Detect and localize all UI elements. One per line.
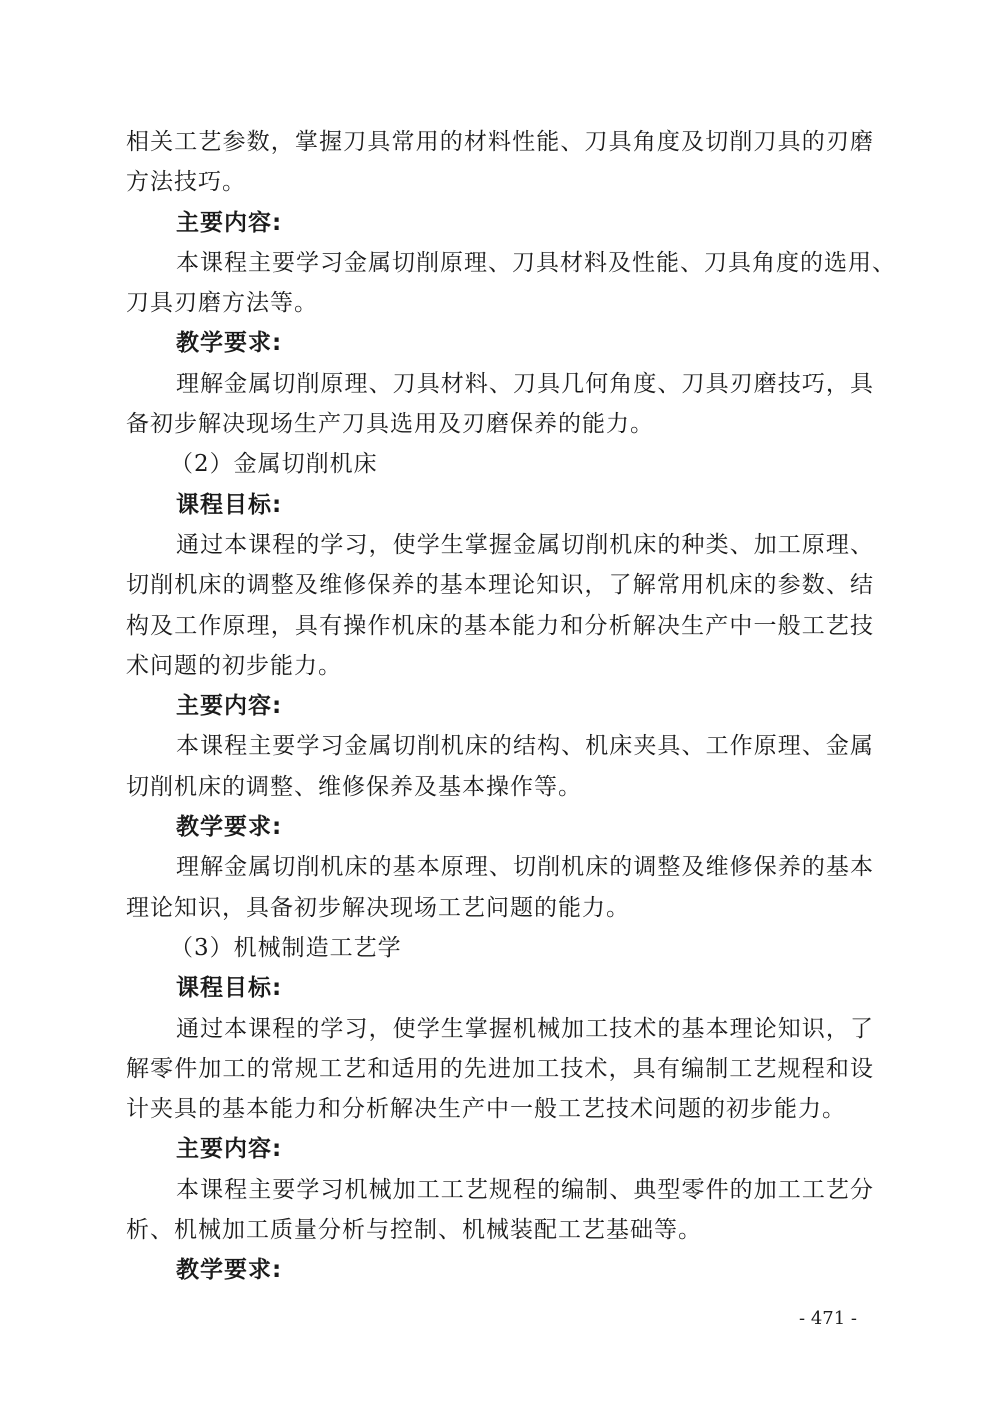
body-text-line: 解零件加工的常规工艺和适用的先进加工技术，具有编制工艺规程和设 xyxy=(126,1055,874,1082)
body-text-line: 计夹具的基本能力和分析解决生产中一般工艺技术问题的初步能力。 xyxy=(126,1096,846,1123)
body-text-line: 本课程主要学习金属切削原理、刀具材料及性能、刀具角度的选用、 xyxy=(176,249,896,276)
body-text-line: 相关工艺参数，掌握刀具常用的材料性能、刀具角度及切削刀具的刃磨 xyxy=(126,129,874,155)
section-heading: 课程目标: xyxy=(176,491,283,518)
body-text-line: 本课程主要学习机械加工工艺规程的编制、典型零件的加工工艺分 xyxy=(176,1176,874,1203)
body-text-line: 通过本课程的学习，使学生掌握金属切削机床的种类、加工原理、 xyxy=(176,531,874,558)
body-text-line: 本课程主要学习金属切削机床的结构、机床夹具、工作原理、金属 xyxy=(176,733,874,760)
body-text-line: 通过本课程的学习，使学生掌握机械加工技术的基本理论知识，了 xyxy=(176,1015,874,1042)
section-heading: 教学要求: xyxy=(176,330,283,357)
body-text-line: 刀具刃磨方法等。 xyxy=(126,290,318,317)
section-heading: 教学要求: xyxy=(176,1257,283,1284)
section-heading: 主要内容: xyxy=(176,693,283,720)
section-heading: 主要内容: xyxy=(176,1136,283,1163)
section-heading: 主要内容: xyxy=(176,209,283,236)
body-text-line: 理解金属切削原理、刀具材料、刀具几何角度、刀具刃磨技巧，具 xyxy=(176,370,874,397)
body-text-line: 析、机械加工质量分析与控制、机械装配工艺基础等。 xyxy=(126,1217,702,1244)
body-text-line: 理解金属切削机床的基本原理、切削机床的调整及维修保养的基本 xyxy=(176,854,874,881)
course-title: （3）机械制造工艺学 xyxy=(170,934,402,961)
section-heading: 教学要求: xyxy=(176,814,283,841)
body-text-line: 术问题的初步能力。 xyxy=(126,652,342,679)
body-text-line: 备初步解决现场生产刀具选用及刃磨保养的能力。 xyxy=(126,411,654,438)
course-title: （2）金属切削机床 xyxy=(170,451,378,478)
body-text-line: 切削机床的调整、维修保养及基本操作等。 xyxy=(126,773,582,800)
body-text-line: 构及工作原理，具有操作机床的基本能力和分析解决生产中一般工艺技 xyxy=(126,612,874,639)
body-text-line: 方法技巧。 xyxy=(126,169,246,196)
body-text-line: 理论知识，具备初步解决现场工艺问题的能力。 xyxy=(126,894,630,921)
body-text-line: 切削机床的调整及维修保养的基本理论知识，了解常用机床的参数、结 xyxy=(126,572,874,599)
section-heading: 课程目标: xyxy=(176,975,283,1002)
page-number: - 471 - xyxy=(799,1308,857,1329)
page-body xyxy=(126,122,896,1291)
